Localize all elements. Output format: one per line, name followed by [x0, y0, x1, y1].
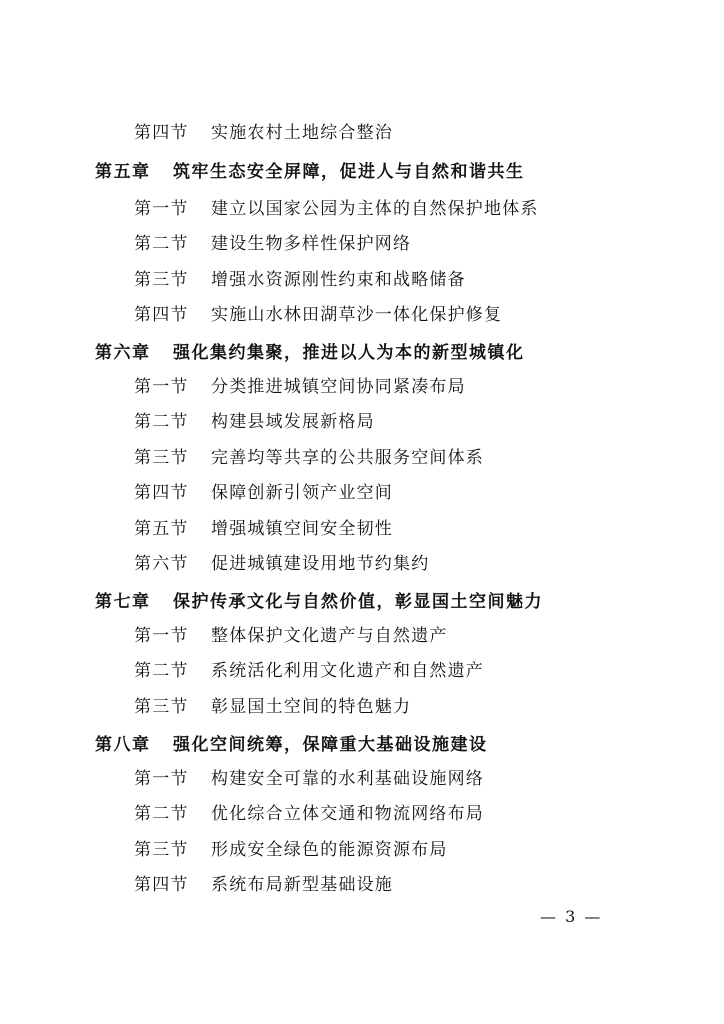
- section-title: 保障创新引领产业空间: [211, 483, 393, 503]
- section-number: 第二节: [134, 804, 189, 824]
- section-number: 第一节: [134, 626, 189, 646]
- section-title: 形成安全绿色的能源资源布局: [211, 840, 448, 860]
- section-title: 完善均等共享的公共服务空间体系: [211, 448, 484, 468]
- chapter-title: 强化空间统筹，保障重大基础设施建设: [173, 735, 488, 755]
- toc-section-row: [134, 300, 502, 330]
- toc-section-row: [134, 835, 448, 865]
- section-title: 增强城镇空间安全韧性: [211, 519, 393, 539]
- section-number: 第二节: [134, 412, 189, 432]
- section-number: 第二节: [134, 234, 189, 254]
- chapter-title: 强化集约集聚，推进以人为本的新型城镇化: [173, 343, 525, 363]
- section-number: 第四节: [134, 123, 189, 143]
- toc-chapter-row: [95, 157, 525, 187]
- section-title: 系统活化利用文化遗产和自然遗产: [211, 661, 484, 681]
- toc-chapter-row: [95, 587, 543, 617]
- chapter-number: 第五章: [95, 162, 151, 182]
- toc-section-row: [134, 514, 393, 544]
- toc-section-row: [134, 407, 375, 437]
- section-title: 实施农村土地综合整治: [211, 123, 393, 143]
- section-title: 彰显国土空间的特色魅力: [211, 697, 412, 717]
- section-number: 第四节: [134, 483, 189, 503]
- section-number: 第二节: [134, 661, 189, 681]
- toc-section-row: [134, 229, 411, 259]
- section-title: 整体保护文化遗产与自然遗产: [211, 626, 448, 646]
- chapter-number: 第六章: [95, 343, 151, 363]
- chapter-number: 第七章: [95, 592, 151, 612]
- section-title: 建设生物多样性保护网络: [211, 234, 412, 254]
- toc-section-row: [134, 549, 429, 579]
- section-number: 第三节: [134, 840, 189, 860]
- toc-section-row: [134, 764, 484, 794]
- section-number: 第六节: [134, 554, 189, 574]
- toc-chapter-row: [95, 338, 525, 368]
- toc-section-row: [134, 870, 393, 900]
- toc-section-row: [134, 372, 466, 402]
- section-title: 促进城镇建设用地节约集约: [211, 554, 430, 574]
- section-number: 第五节: [134, 519, 189, 539]
- toc-section-row: [134, 118, 393, 148]
- section-title: 增强水资源刚性约束和战略储备: [211, 270, 466, 290]
- section-title: 系统布局新型基础设施: [211, 875, 393, 895]
- toc-section-row: [134, 265, 466, 295]
- section-number: 第三节: [134, 448, 189, 468]
- toc-section-row: [134, 621, 448, 651]
- section-title: 实施山水林田湖草沙一体化保护修复: [211, 305, 503, 325]
- section-title: 构建安全可靠的水利基础设施网络: [211, 769, 484, 789]
- toc-chapter-row: [95, 730, 488, 760]
- section-number: 第一节: [134, 199, 189, 219]
- section-number: 第一节: [134, 377, 189, 397]
- toc-section-row: [134, 656, 484, 686]
- section-title: 建立以国家公园为主体的自然保护地体系: [211, 199, 539, 219]
- section-number: 第三节: [134, 270, 189, 290]
- chapter-number: 第八章: [95, 735, 151, 755]
- section-number: 第一节: [134, 769, 189, 789]
- toc-section-row: [134, 478, 393, 508]
- section-number: 第四节: [134, 305, 189, 325]
- toc-section-row: [134, 799, 484, 829]
- section-title: 分类推进城镇空间协同紧凑布局: [211, 377, 466, 397]
- section-title: 构建县域发展新格局: [211, 412, 375, 432]
- section-number: 第三节: [134, 697, 189, 717]
- chapter-title: 筑牢生态安全屏障，促进人与自然和谐共生: [173, 162, 525, 182]
- section-title: 优化综合立体交通和物流网络布局: [211, 804, 484, 824]
- toc-section-row: [134, 692, 411, 722]
- toc-section-row: [134, 194, 539, 224]
- page-number: — 3 —: [540, 907, 603, 926]
- toc-section-row: [134, 443, 484, 473]
- section-number: 第四节: [134, 875, 189, 895]
- chapter-title: 保护传承文化与自然价值，彰显国土空间魅力: [173, 592, 543, 612]
